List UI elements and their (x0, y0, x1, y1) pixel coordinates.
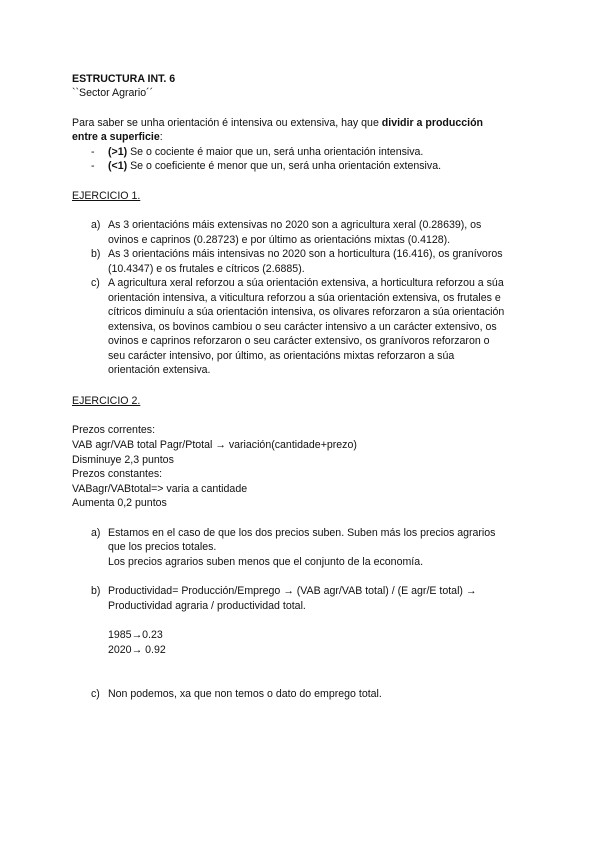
prices-line: Aumenta 0,2 puntos (72, 497, 167, 509)
bullet-text: Se o cociente é maior que un, será unha orientación intensiva. (127, 146, 424, 158)
bullet-text: Se o coeficiente é menor que un, será unha orientación extensiva. (127, 160, 442, 172)
intro-emphasis: dividir a producción (381, 117, 484, 129)
document-subtitle: ``Sector Agrario´´ (72, 87, 154, 99)
ej1-c-line: orientación extensiva. (108, 364, 211, 376)
ej2-a-line: Estamos en el caso de que los dos precios suben. Suben más los precios agrarios (108, 527, 496, 539)
bullet-marker: - (91, 160, 95, 172)
ej1-c-line: extensiva, os bovinos cambiou o seu carácter intensivo a un carácter extensivo, os (108, 321, 497, 333)
prices-line: VAB agr/VAB total Pagr/Ptotal → variación(cantidade+prezo) (72, 439, 357, 451)
productivity-value: 1985→0.23 (108, 629, 163, 641)
item-marker: c) (91, 688, 100, 700)
prices-line: Disminuye 2,3 puntos (72, 454, 174, 466)
ejercicio-1-heading: EJERCICIO 1. (72, 190, 141, 202)
ej1-a-line: As 3 orientacións máis extensivas no 2020 son a agricultura xeral (0.28639), os (108, 219, 482, 231)
intro-colon: : (159, 131, 163, 143)
item-marker: a) (91, 527, 101, 539)
ej1-c-line: cítricos diminuíu a súa orientación intensiva, os olivares reforzaron a súa orientación (108, 306, 505, 318)
bullet-key: (>1) (108, 146, 128, 158)
ej2-c-line: Non podemos, xa que non temos o dato do emprego total. (108, 688, 382, 700)
item-marker: c) (91, 277, 100, 289)
ejercicio-2-heading: EJERCICIO 2. (72, 395, 141, 407)
intro-emphasis-2: entre a superficie (72, 131, 160, 143)
ej1-a-line: ovinos e caprinos (0.28723) e por último as orientacións mixtas (0.4128). (108, 234, 451, 246)
intro-line-2 (72, 131, 163, 144)
ej1-b-line: As 3 orientacións máis intensivas no 2020 son a horticultura (16.416), os granívoros (108, 248, 503, 260)
bullet-item (108, 146, 423, 159)
ej2-b-line: Productividad= Producción/Emprego → (VAB agr/VAB total) / (E agr/E total) → (108, 585, 477, 597)
ej1-c-line: seu carácter intensivo, por último, as orientacións mixtas reforzaron a súa (108, 350, 455, 362)
prices-line: Prezos constantes: (72, 468, 163, 480)
ej2-a-line: que los precios totales. (108, 541, 217, 553)
item-marker: b) (91, 585, 101, 597)
bullet-item (108, 160, 441, 173)
document-title: ESTRUCTURA INT. 6 (72, 73, 176, 85)
intro-line-1 (72, 117, 483, 130)
ej1-c-line: A agricultura xeral reforzou a súa orientación extensiva, a horticultura reforzou a súa (108, 277, 504, 289)
productivity-value: 2020→ 0.92 (108, 644, 166, 656)
prices-line: VABagr/VABtotal=> varia a cantidade (72, 483, 248, 495)
ej2-b-line: Productividad agraria / productividad total. (108, 600, 306, 612)
ej1-c-line: orientación intensiva, a viticultura reforzou a súa orientación extensiva, os frutales e (108, 292, 501, 304)
bullet-key: (<1) (108, 160, 128, 172)
bullet-marker: - (91, 146, 95, 158)
ej1-b-line: (10.4347) e os frutales e cítricos (2.6885). (108, 263, 305, 275)
item-marker: a) (91, 219, 101, 231)
ej2-a-line: Los precios agrarios suben menos que el conjunto de la economía. (108, 556, 424, 568)
ej1-c-line: ovinos e caprinos reforzaron o seu carácter extensivo, os granívoros reforzaron o (108, 335, 490, 347)
item-marker: b) (91, 248, 101, 260)
prices-line: Prezos correntes: (72, 424, 156, 436)
intro-text: Para saber se unha orientación é intensiva ou extensiva, hay que (72, 117, 382, 129)
